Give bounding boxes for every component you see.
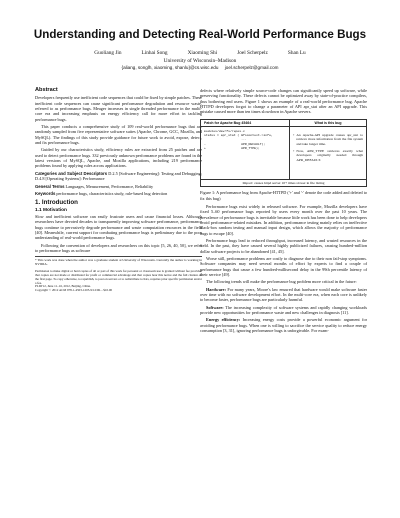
right-column	[200, 88, 367, 335]
author-name: Shan Lu	[287, 50, 306, 56]
body-paragraph: The following trends will make the performance bug problem more critical in the future:	[206, 279, 357, 285]
code-line: - APR_DEFAULT);	[204, 141, 266, 146]
section-heading: 1. Introduction	[35, 199, 78, 207]
keywords-text: performance bugs, characteristics study, rule-based bug detection	[56, 190, 168, 196]
permission-notice: Permission to make digital or hard copies of all or part of this work for personal or classroom use is granted without fee provided that copies are not made or distributed for profit or commercial advantage and that copies bear this notice and the full citation on the first page. To copy otherwise, to republish, to post on servers or to redistribute to lists, requires prior specific permission and/or a fee. PLDI'12, June 11–16, 2012, Beijing, China. Copyright © 2012 ACM 978-1-4503-1205-9/12/06... $10.00	[35, 269, 202, 293]
code-line: ...	[204, 137, 247, 142]
left-column	[35, 88, 202, 293]
categories-label: Categories and Subject Descriptors	[35, 170, 108, 176]
author-block	[0, 50, 400, 70]
footnote: * This work was done when the author was a graduate student at University of Wisconsin. Currently the author is working in NVIDIA.	[35, 258, 202, 267]
paragraph-text: For many years, Moore's law ensured that hardware would make software faster over time with no software development effort. In the multi-core era, when each core is unlikely to become faster, performance bugs are particularly harmful.	[200, 286, 368, 303]
figure-caption: Figure 1: A performance bug from Apache-HTTPD ('+' and '-' denote the code added and deleted to fix this bug)	[200, 190, 367, 201]
figure-body	[201, 127, 366, 179]
general-terms-label: General Terms	[35, 183, 65, 189]
body-paragraph: Slow and inefficient software can easily frustrate users and cause financial losses. Although researchers have devoted decades to transparently improving software performance, performance bugs continue to pervasively degrade performance and waste computation resources in the field [40]. Meanwhile, current support for combating performance bugs is preliminary due to the poor understanding of real-world performance bugs.	[35, 213, 202, 241]
bullet-icon: •	[293, 133, 295, 138]
general-terms-text: Languages, Measurement, Performance, Reliability	[65, 183, 154, 189]
body-paragraph: defects where relatively simple source-code changes can significantly speed up software, while preserving functionality. These defects cannot be optimized away by state-of-practice compilers, thus bothering end users. Figure 1 shows an example of a real-world performance bug. Apache HTTPD developers forgot to change a parameter of API apr_stat after an API upgrade. This mistake caused more than ten times slowdown in Apache servers.	[200, 88, 367, 115]
abstract-heading: Abstract	[35, 87, 58, 93]
keywords	[35, 191, 202, 196]
figure-header-right: What is this bug	[314, 120, 342, 125]
abstract-paragraph: Guided by our characteristics study, efficiency rules are extracted from 25 patches and are used to detect performance bugs. 332 previously unknown performance problems are found in the latest versions of MySQL, Apache, and Mozilla applications, including 219 performance problems found by applying rules across applications.	[35, 147, 202, 169]
subsection-heading: 1.1 Motivation	[35, 207, 67, 213]
code-listing	[201, 127, 290, 179]
bullet-icon: •	[293, 148, 295, 153]
body-paragraph: Performance bugs exist widely in released software. For example, Mozilla developers have fixed 5–60 performance bugs reported by users every month over the past 10 years. The prevalence of performance bugs is inevitable because little work has been done to help developers avoid performance-related mistakes. In addition, performance testing mainly relies on ineffective black-box random testing and manual input design, which allows the majority of performance bugs to escape [40].	[200, 203, 367, 236]
paragraph-text: The increasing complexity of software systems and rapidly changing workloads provide new opportunities for performance waste and new challenges in diagnosis [11].	[200, 304, 367, 316]
figure-impact: Impact: causes httpd server 10+ times slower in file listing	[201, 179, 366, 186]
code-line: + APR_TYPE);	[204, 145, 260, 150]
body-paragraph: Worse still, performance problems are costly to diagnose due to their non fail-stop symptoms. Software companies may need several months of effort by experts to find a couple of performance bugs that cause a few hundred-millisecond delay in the 99th percentile latency of their service [49].	[200, 256, 367, 278]
code-line: status = apr_stat ( &fscontext->info,	[204, 133, 273, 138]
emails: {aliang, songlh, xiaoming, shanlu}@cs.wisc.edu joel.scherpelz@gmail.com	[121, 65, 279, 70]
paragraph-text: Increasing energy costs provide a powerful economic argument for avoiding performance bugs. When one is willing to sacrifice the service quality to reduce energy consumption [3, 31], ignoring performance bugs is unforgivable. For exam-	[200, 317, 367, 334]
keywords-label: Keywords	[35, 190, 56, 196]
abstract-paragraph: Developers frequently use inefficient code sequences that could be fixed by simple patches. These inefficient code sequences can cause significant performance degradation and resource waste, referred to as performance bugs. Meager increases in single threaded performance in the multi-core era and increasing emphasis on energy efficiency call for more effort in tackling performance bugs.	[35, 95, 202, 122]
figure-header-left: Patch for Apache Bug 45464	[201, 120, 290, 126]
author-name: Linhai Song	[141, 50, 168, 56]
categories-text: D.2.5 [Software Engineering]: Testing and Debugging; D.4.8 [Operating Systems]: Performance	[35, 170, 202, 182]
code-line: modules/dav/fs/repos.c	[204, 129, 245, 134]
explanation-text: An Apache-API upgrade causes apr_stat to retrieve more information from the file system and take longer time.	[296, 133, 363, 146]
author-name: Joel Scherpelz	[237, 50, 268, 56]
explanation-item	[293, 149, 363, 162]
abstract-paragraph: This paper conducts a comprehensive study of 109 real-world performance bugs that are randomly sampled from five representative software suites (Apache, Chrome, GCC, Mozilla, and MySQL). The findings of this study provide guidance for future work to avoid, expose, detect, and fix performance bugs.	[35, 124, 202, 146]
figure-header	[201, 120, 366, 127]
paragraph-label: Energy efficiency:	[206, 317, 241, 323]
paper-title: Understanding and Detecting Real-World Performance Bugs	[33, 28, 367, 41]
figure-explanation	[290, 127, 366, 179]
explanation-item	[293, 133, 363, 146]
author-name: Xiaoming Shi	[187, 50, 218, 56]
body-paragraph	[200, 305, 367, 316]
paragraph-label: Hardware:	[206, 286, 226, 292]
paragraph-label: Software:	[206, 304, 224, 310]
general-terms	[35, 184, 202, 189]
body-paragraph: Performance bugs lead to reduced throughput, increased latency, and wasted resources in the field. In the past, they have caused several highly publicized failures, causing hundred-million dollar software projects to be abandoned [41, 45].	[200, 237, 367, 254]
body-paragraph: Following the convention of developers and researchers on this topic [5, 26, 40, 50], we refer to performance bugs as software	[35, 242, 202, 253]
figure-1	[200, 119, 367, 188]
body-paragraph	[200, 287, 367, 303]
body-paragraph	[200, 317, 367, 333]
explanation-text: Now, APR_TYPE retrieves exactly what developers originally needed through APR_DEFAULT.	[296, 148, 363, 162]
affiliation: University of Wisconsin–Madison	[163, 57, 237, 64]
author-list	[0, 50, 400, 56]
author-name: Guoliang Jin	[94, 50, 122, 56]
categories	[35, 171, 202, 182]
